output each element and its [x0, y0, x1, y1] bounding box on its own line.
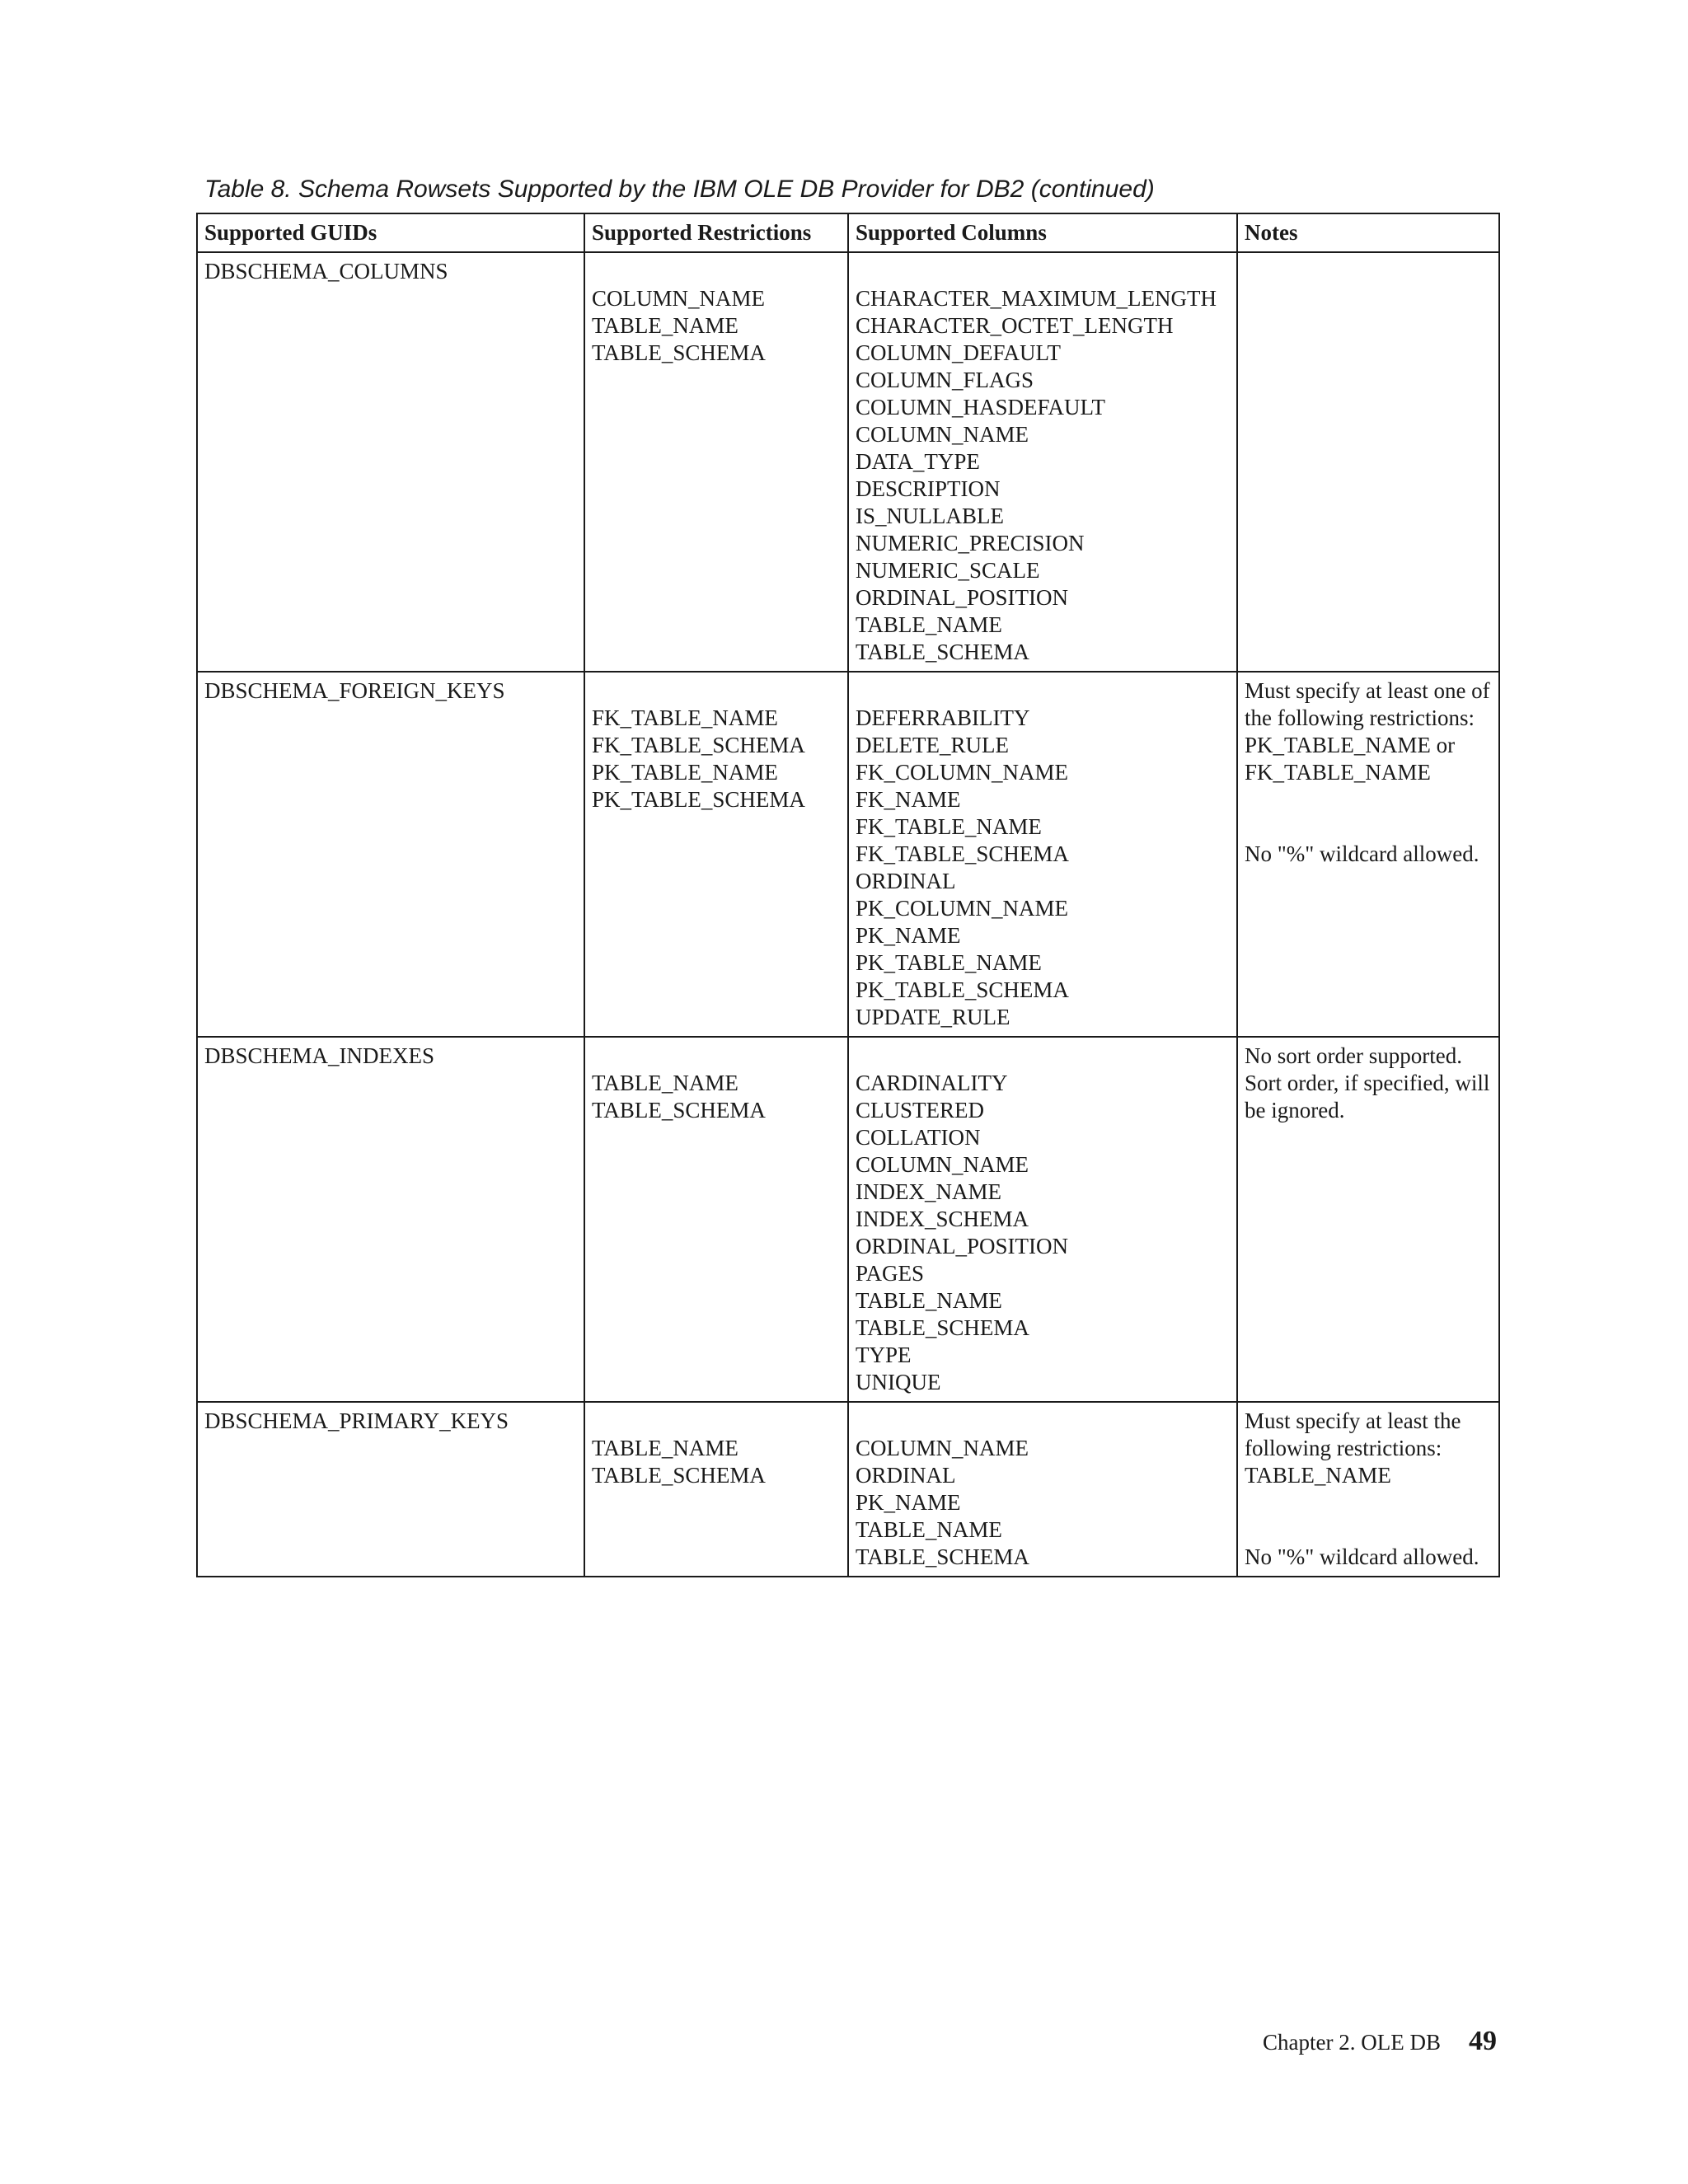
- table-header-row: [197, 213, 1499, 252]
- restriction-item: TABLE_SCHEMA: [592, 1098, 766, 1122]
- columns-cell: [848, 1037, 1237, 1402]
- column-item: TABLE_SCHEMA: [856, 1544, 1029, 1569]
- table-row: [197, 1037, 1499, 1402]
- column-item: COLUMN_HASDEFAULT: [856, 395, 1106, 419]
- guid-cell: [197, 252, 584, 672]
- guid-name: DBSCHEMA_FOREIGN_KEYS: [204, 678, 505, 703]
- column-item: INDEX_SCHEMA: [856, 1207, 1029, 1231]
- column-item: COLUMN_DEFAULT: [856, 340, 1062, 365]
- table-row: [197, 1402, 1499, 1577]
- table-caption: Table 8. Schema Rowsets Supported by the IBM OLE DB Provider for DB2 (continued): [204, 176, 1155, 203]
- column-item: NUMERIC_PRECISION: [856, 531, 1085, 555]
- column-item: PK_TABLE_NAME: [856, 950, 1042, 975]
- column-item: TABLE_SCHEMA: [856, 640, 1029, 664]
- restriction-item: TABLE_NAME: [592, 313, 738, 338]
- header-supported-columns: Supported Columns: [848, 213, 1237, 252]
- note-text: Must specify at least the following restrictions: TABLE_NAME: [1245, 1408, 1461, 1488]
- column-item: ORDINAL_POSITION: [856, 1234, 1068, 1258]
- column-item: INDEX_NAME: [856, 1179, 1001, 1204]
- column-item: TABLE_NAME: [856, 1288, 1002, 1313]
- table-row: [197, 252, 1499, 672]
- column-item: FK_TABLE_SCHEMA: [856, 841, 1069, 866]
- page-footer: [1263, 2026, 1497, 2057]
- column-item: ORDINAL: [856, 869, 956, 893]
- column-item: ORDINAL: [856, 1463, 956, 1488]
- column-item: IS_NULLABLE: [856, 504, 1004, 528]
- column-item: COLUMN_FLAGS: [856, 368, 1034, 392]
- table-body: [197, 252, 1499, 1577]
- notes-cell: [1237, 1037, 1499, 1402]
- column-item: ORDINAL_POSITION: [856, 585, 1068, 610]
- column-item: CHARACTER_OCTET_LENGTH: [856, 313, 1174, 338]
- column-item: FK_TABLE_NAME: [856, 814, 1042, 839]
- column-item: COLUMN_NAME: [856, 422, 1029, 447]
- column-item: DESCRIPTION: [856, 476, 1001, 501]
- column-item: CHARACTER_MAXIMUM_LENGTH: [856, 286, 1217, 311]
- column-item: FK_COLUMN_NAME: [856, 760, 1069, 785]
- column-item: TABLE_NAME: [856, 612, 1002, 637]
- column-item: TABLE_NAME: [856, 1517, 1002, 1542]
- column-item: PK_COLUMN_NAME: [856, 896, 1069, 921]
- restrictions-cell: [584, 252, 848, 672]
- guid-name: DBSCHEMA_PRIMARY_KEYS: [204, 1408, 509, 1433]
- guid-name: DBSCHEMA_INDEXES: [204, 1043, 435, 1068]
- note-text: No "%" wildcard allowed.: [1245, 841, 1479, 866]
- column-item: PK_NAME: [856, 923, 961, 948]
- restriction-item: TABLE_SCHEMA: [592, 1463, 766, 1488]
- guid-cell: [197, 1037, 584, 1402]
- restrictions-cell: [584, 672, 848, 1037]
- notes-cell: [1237, 672, 1499, 1037]
- note-text: Must specify at least one of the following restrictions: PK_TABLE_NAME or FK_TABLE_NAME: [1245, 678, 1490, 785]
- column-item: UNIQUE: [856, 1370, 941, 1394]
- column-item: TYPE: [856, 1343, 912, 1367]
- column-item: COLUMN_NAME: [856, 1436, 1029, 1460]
- restriction-item: PK_TABLE_NAME: [592, 760, 778, 785]
- column-item: PK_TABLE_SCHEMA: [856, 977, 1069, 1002]
- note-text: No "%" wildcard allowed.: [1245, 1544, 1479, 1569]
- columns-cell: [848, 252, 1237, 672]
- column-item: PK_NAME: [856, 1490, 961, 1515]
- restriction-item: COLUMN_NAME: [592, 286, 766, 311]
- restriction-item: PK_TABLE_SCHEMA: [592, 787, 805, 812]
- column-item: CARDINALITY: [856, 1071, 1008, 1095]
- note-text: No sort order supported. Sort order, if specified, will be ignored.: [1245, 1043, 1490, 1122]
- guid-name: DBSCHEMA_COLUMNS: [204, 259, 448, 284]
- restriction-item: TABLE_SCHEMA: [592, 340, 766, 365]
- restriction-item: FK_TABLE_NAME: [592, 705, 778, 730]
- restrictions-cell: [584, 1402, 848, 1577]
- guid-cell: [197, 672, 584, 1037]
- header-notes: Notes: [1237, 213, 1499, 252]
- notes-cell: [1237, 1402, 1499, 1577]
- column-item: COLUMN_NAME: [856, 1152, 1029, 1177]
- column-item: TABLE_SCHEMA: [856, 1315, 1029, 1340]
- column-item: UPDATE_RULE: [856, 1005, 1010, 1029]
- column-item: DEFERRABILITY: [856, 705, 1030, 730]
- page-number: 49: [1469, 2026, 1497, 2056]
- restriction-item: TABLE_NAME: [592, 1071, 738, 1095]
- footer-chapter: Chapter 2. OLE DB: [1263, 2030, 1441, 2055]
- column-item: NUMERIC_SCALE: [856, 558, 1040, 583]
- restriction-item: TABLE_NAME: [592, 1436, 738, 1460]
- schema-rowsets-table: [196, 213, 1500, 1577]
- column-item: FK_NAME: [856, 787, 961, 812]
- table-row: [197, 672, 1499, 1037]
- column-item: DATA_TYPE: [856, 449, 980, 474]
- columns-cell: [848, 1402, 1237, 1577]
- column-item: COLLATION: [856, 1125, 981, 1150]
- restriction-item: FK_TABLE_SCHEMA: [592, 733, 805, 757]
- column-item: PAGES: [856, 1261, 925, 1286]
- guid-cell: [197, 1402, 584, 1577]
- column-item: DELETE_RULE: [856, 733, 1009, 757]
- header-supported-restrictions: Supported Restrictions: [584, 213, 848, 252]
- restrictions-cell: [584, 1037, 848, 1402]
- column-item: CLUSTERED: [856, 1098, 985, 1122]
- notes-cell: [1237, 252, 1499, 672]
- columns-cell: [848, 672, 1237, 1037]
- header-supported-guids: Supported GUIDs: [197, 213, 584, 252]
